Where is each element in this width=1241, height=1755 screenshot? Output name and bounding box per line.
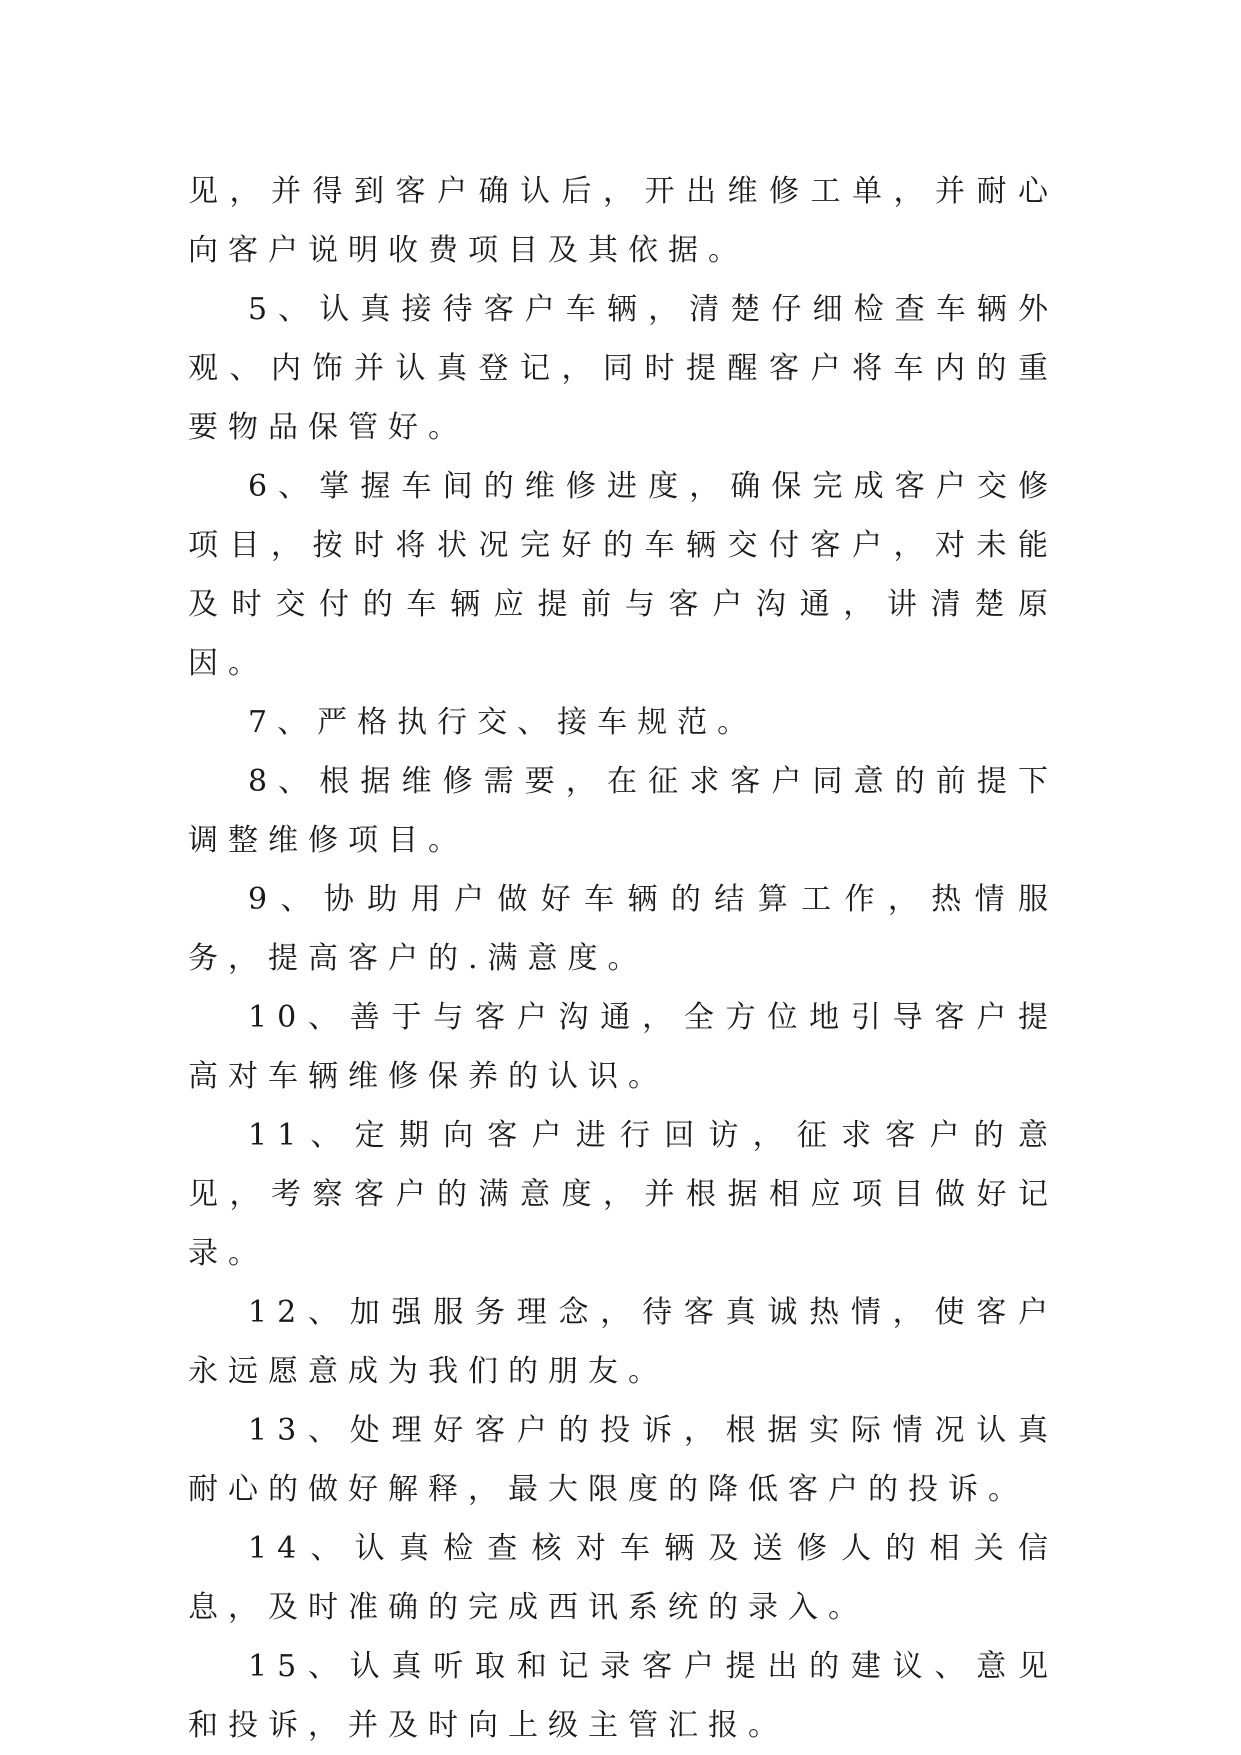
paragraph-continuation: 见，并得到客户确认后，开出维修工单，并耐心向客户说明收费项目及其依据。 (188, 174, 1058, 268)
paragraph-item-10: 10、善于与客户沟通，全方位地引导客户提高对车辆维修保养的认识。 (188, 1000, 1058, 1094)
paragraph-item-13: 13、处理好客户的投诉，根据实际情况认真耐心的做好解释，最大限度的降低客户的投诉。 (188, 1413, 1058, 1507)
paragraph-item-9: 9、协助用户做好车辆的结算工作，热情服务，提高客户的.满意度。 (188, 882, 1058, 976)
paragraph-item-14: 14、认真检查核对车辆及送修人的相关信息，及时准确的完成西讯系统的录入。 (188, 1531, 1058, 1625)
paragraph-item-12: 12、加强服务理念，待客真诚热情，使客户永远愿意成为我们的朋友。 (188, 1295, 1058, 1389)
paragraph-item-6: 6、掌握车间的维修进度，确保完成客户交修项目，按时将状况完好的车辆交付客户，对未能及时交付的车辆应提前与客户沟通，讲清楚原因。 (188, 469, 1058, 681)
document-body (188, 162, 1058, 1755)
paragraph-item-15: 15、认真听取和记录客户提出的建议、意见和投诉，并及时向上级主管汇报。 (188, 1649, 1058, 1743)
paragraph-item-7: 7、严格执行交、接车规范。 (248, 705, 758, 740)
paragraph-item-8: 8、根据维修需要，在征求客户同意的前提下调整维修项目。 (188, 764, 1058, 858)
paragraph-item-11: 11、定期向客户进行回访，征求客户的意见，考察客户的满意度，并根据相应项目做好记录。 (188, 1118, 1058, 1271)
paragraph-item-5: 5、认真接待客户车辆，清楚仔细检查车辆外观、内饰并认真登记，同时提醒客户将车内的重要物品保管好。 (188, 292, 1058, 445)
